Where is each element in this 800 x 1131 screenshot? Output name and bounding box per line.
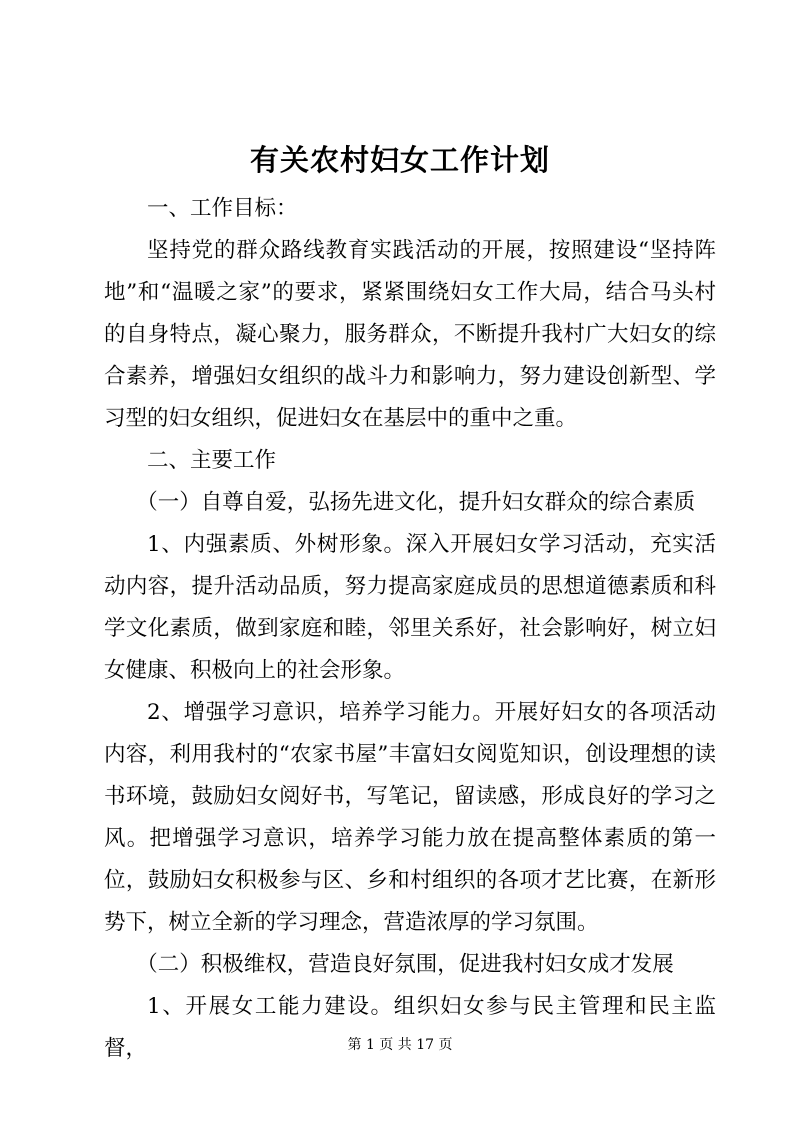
paragraph-item-3: 1、开展女工能力建设。组织妇女参与民主管理和民主监督， <box>104 994 716 1061</box>
subsection-heading-1: （一）自尊自爱，弘扬先进文化，提升妇女群众的综合素质 <box>136 490 696 515</box>
document-body <box>104 188 716 1070</box>
document-title: 有关农村妇女工作计划 <box>249 143 550 177</box>
paragraph-goals-text: 坚持党的群众路线教育实践活动的开展，按照建设“坚持阵地”和“温暖之家”的要求，紧紧围绕妇女工作大局，结合马头村的自身特点，凝心聚力，服务群众，不断提升我村广大妇女的综合素养，增强妇女组织的战斗力和影响力，努力建设创新型、学习型的妇女组织，促进妇女在基层中的重中之重。 <box>104 238 716 431</box>
paragraph-item-2: 2、增强学习意识，培养学习能力。开展好妇女的各项活动内容，利用我村的“农家书屋”丰富妇女阅览知识，创设理想的读书环境，鼓励妇女阅好书，写笔记，留读感，形成良好的学习之风。把增强学习意识，培养学习能力放在提高整体素质的第一位，鼓励妇女积极参与区、乡和村组织的各项才艺比赛，在新形势下，树立全新的学习理念，营造浓厚的学习氛围。 <box>104 700 716 935</box>
page-number-footer: 第 1 页 共 17 页 <box>347 1037 453 1053</box>
paragraph-item-1: 1、内强素质、外树形象。深入开展妇女学习活动，充实活动内容，提升活动品质，努力提高家庭成员的思想道德素质和科学文化素质，做到家庭和睦，邻里关系好，社会影响好，树立妇女健康、积极向上的社会形象。 <box>104 532 716 683</box>
subsection-heading-2: （二）积极维权，营造良好氛围，促进我村妇女成才发展 <box>136 952 674 977</box>
section-heading-goals: 一、工作目标： <box>147 196 298 221</box>
section-heading-main-work: 二、主要工作 <box>147 448 277 473</box>
